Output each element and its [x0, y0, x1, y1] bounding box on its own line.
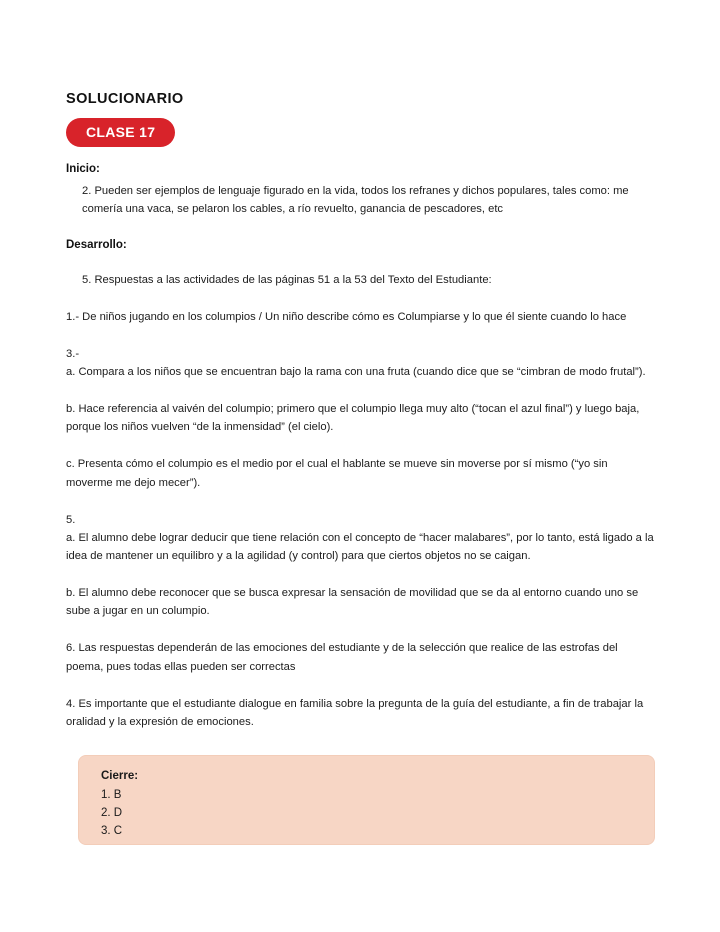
cierre-answer-1: 1. B: [101, 789, 122, 802]
item-1: 1.- De niños jugando en los columpios / Un niño describe cómo es Columpiarse y lo que él siente cuando lo hace: [66, 310, 627, 323]
cierre-answer-3: 3. C: [101, 824, 123, 837]
section-label-inicio: Inicio:: [66, 162, 100, 175]
item-3-marker: 3.-: [66, 347, 80, 360]
cierre-box: [78, 755, 655, 845]
page-title: SOLUCIONARIO: [66, 91, 184, 107]
document-content: [66, 92, 656, 731]
inicio-item-2: 2. Pueden ser ejemplos de lenguaje figurado en la vida, todos los refranes y dichos populares, tales como: me comería una vaca, se pelaron los cables, a río revuelto, ganancia de pescadores, etc: [82, 184, 629, 215]
clase-badge: CLASE 17: [66, 118, 175, 147]
item-5b: b. El alumno debe reconocer que se busca expresar la sensación de movilidad que se da al entorno cuando uno se sube a jugar en un columpio.: [66, 587, 639, 618]
item-3c: c. Presenta cómo el columpio es el medio por el cual el hablante se mueve sin moverse por sí mismo (“yo sin moverme me dejo mecer”).: [66, 458, 608, 489]
item-6: 6. Las respuestas dependerán de las emociones del estudiante y de la selección que realice de las estrofas del poema, pues todas ellas pueden ser correctas: [66, 642, 618, 673]
item-4: 4. Es importante que el estudiante dialogue en familia sobre la pregunta de la guía del estudiante, a fin de trabajar la oralidad y la expresión de emociones.: [66, 697, 644, 728]
item-3a: a. Compara a los niños que se encuentran bajo la rama con una fruta (cuando dice que se “cimbran de modo frutal”).: [66, 365, 646, 378]
section-label-desarrollo: Desarrollo:: [66, 238, 127, 251]
item-5-marker: 5.: [66, 513, 76, 526]
cierre-title: Cierre:: [101, 770, 139, 782]
item-5a: a. El alumno debe lograr deducir que tiene relación con el concepto de “hacer malabares”, por lo tanto, está ligado a la idea de mantener un equilibro y a la agilidad (y control) para que ciertos objetos no se caigan.: [66, 531, 654, 562]
item-3b: b. Hace referencia al vaivén del columpio; primero que el columpio llega muy alto (“tocan el azul final”) y luego baja, porque los niños vuelven “de la inmensidad” (el cielo).: [66, 403, 640, 434]
item-5-intro: 5. Respuestas a las actividades de las páginas 51 a la 53 del Texto del Estudiante:: [82, 273, 492, 286]
cierre-answer-2: 2. D: [101, 807, 123, 820]
